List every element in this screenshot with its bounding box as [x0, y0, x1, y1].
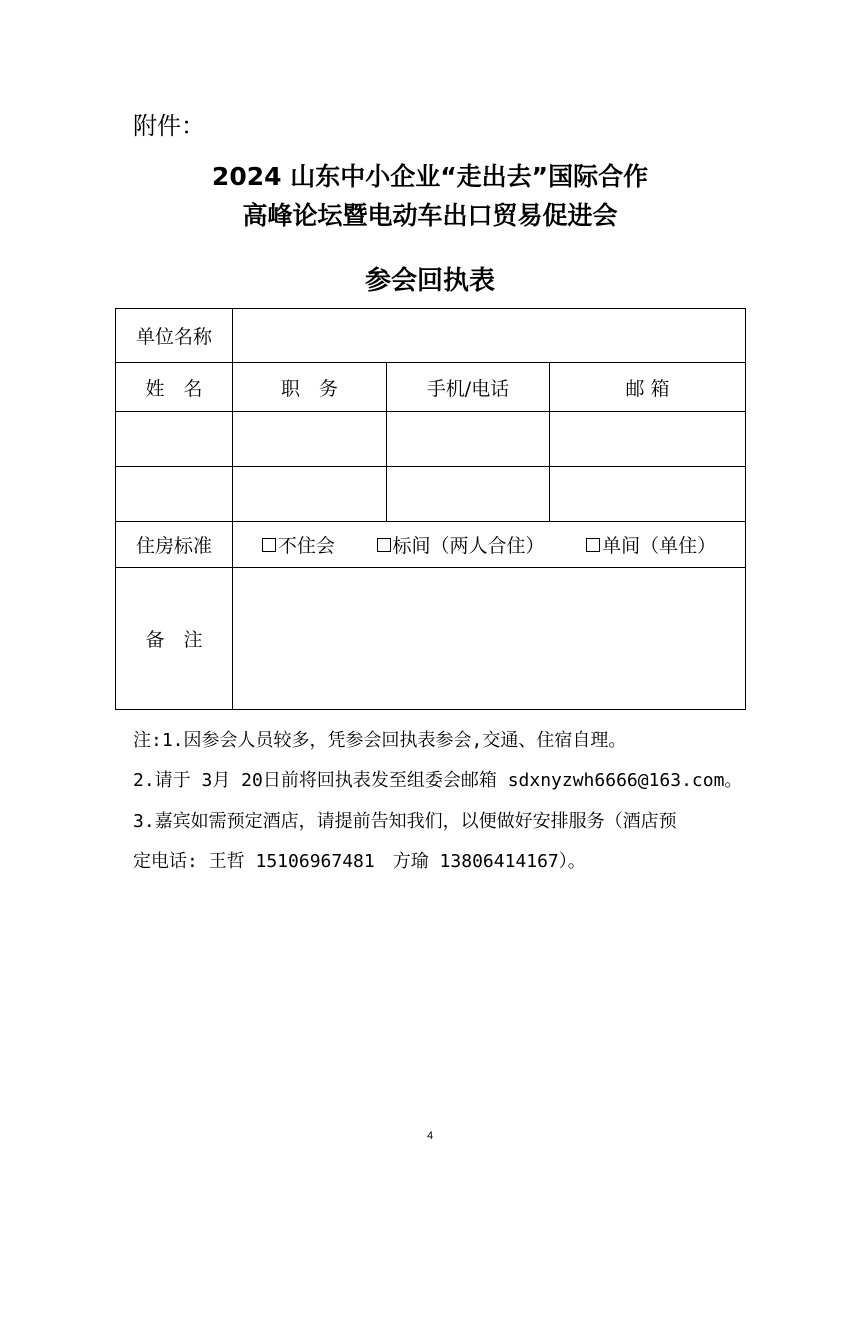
org-input-cell[interactable]: [233, 309, 746, 363]
attendee-phone-cell[interactable]: [387, 467, 550, 522]
room-standard-label: 住房标准: [116, 522, 233, 568]
room-options-cell: [233, 522, 746, 568]
room-option-label: 不住会: [277, 535, 335, 557]
remark-label: 备 注: [116, 568, 233, 710]
column-header-position: 职 务: [233, 363, 387, 412]
attendee-phone-cell[interactable]: [387, 412, 550, 467]
checkbox-icon[interactable]: [262, 538, 276, 552]
attendee-position-cell[interactable]: [233, 467, 387, 522]
attendee-name-cell[interactable]: [116, 412, 233, 467]
room-standard-row: [116, 522, 746, 568]
room-option-no-stay[interactable]: [262, 531, 335, 558]
attendee-row: [116, 412, 746, 467]
note-line-4: 定电话: 王哲 15106967481 方瑜 13806414167）。: [133, 851, 586, 872]
note-line-2: 2.请于 3月 20日前将回执表发至组委会邮箱 sdxnyzwh6666@163.com。: [133, 770, 743, 791]
attendee-position-cell[interactable]: [233, 412, 387, 467]
attendee-email-cell[interactable]: [550, 412, 746, 467]
page-number: 4: [426, 1130, 434, 1142]
room-option-label: 单间（单住）: [602, 535, 717, 557]
form-title: 参会回执表: [364, 266, 495, 296]
checkbox-icon[interactable]: [377, 538, 391, 552]
column-header-email: 邮 箱: [550, 363, 746, 412]
remark-row: [116, 568, 746, 710]
org-label: 单位名称: [116, 309, 233, 363]
room-option-single[interactable]: [586, 531, 716, 558]
attendee-name-cell[interactable]: [116, 467, 233, 522]
registration-form-table: [115, 308, 746, 710]
room-option-twin[interactable]: [377, 531, 545, 558]
note-line-1: 注:1.因参会人员较多，凭参会回执表参会,交通、住宿自理。: [133, 730, 627, 751]
attendee-email-cell[interactable]: [550, 467, 746, 522]
document-title-line-2: 高峰论坛暨电动车出口贸易促进会: [242, 201, 618, 230]
column-header-phone: 手机/电话: [387, 363, 550, 412]
remark-input-cell[interactable]: [233, 568, 746, 710]
org-row: [116, 309, 746, 363]
column-header-name: 姓 名: [116, 363, 233, 412]
attachment-label: 附件：: [133, 112, 205, 140]
attendee-row: [116, 467, 746, 522]
header-row: [116, 363, 746, 412]
document-title-line-1: 2024 山东中小企业“走出去”国际合作: [211, 162, 649, 191]
note-line-3: 3.嘉宾如需预定酒店，请提前告知我们，以便做好安排服务（酒店预: [133, 811, 677, 832]
checkbox-icon[interactable]: [586, 538, 600, 552]
room-option-label: 标间（两人合住）: [392, 535, 545, 557]
